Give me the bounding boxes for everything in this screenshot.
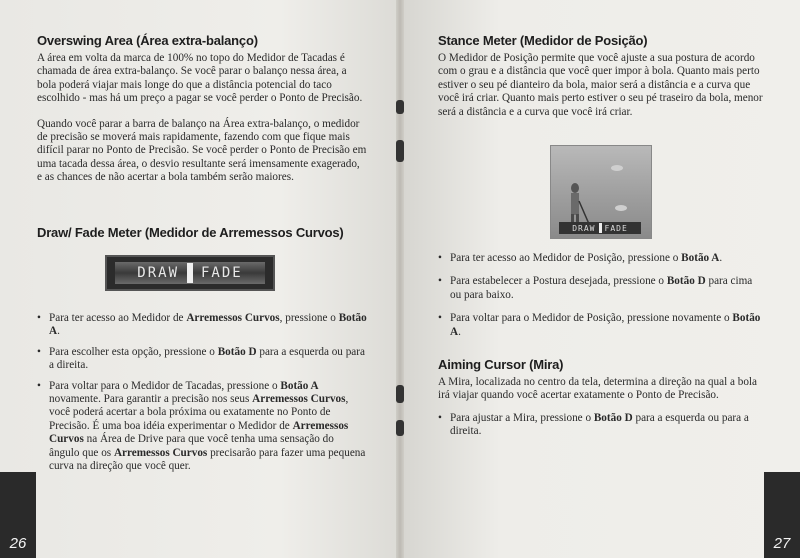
draw-fade-meter-image — [105, 255, 275, 291]
list-item: • Para ajustar a Mira, pressione o Botão D para a esquerda ou para a direita. — [438, 411, 749, 438]
bullet-icon: • — [438, 275, 442, 288]
draw-fade-bullets — [37, 312, 367, 480]
bullet-icon: • — [37, 312, 41, 324]
meter-divider — [187, 263, 193, 283]
binding-mark — [396, 420, 404, 436]
meter-fade-label: FADE — [201, 265, 243, 281]
binding-mark — [396, 100, 404, 114]
stance-heading: Stance Meter (Medidor de Posição) — [438, 33, 648, 48]
stance-paragraph: O Medidor de Posição permite que você ajuste a sua postura de acordo com o grau e a distância que você quer impor à bola. Quanto mais perto estiver o seu pé dianteiro da bola, maior será a distância e a curva que você irá criar. Quanto mais perto estiver o seu pé traseiro da bola, menor será a distância e a curva que você irá criar. — [438, 52, 763, 118]
list-item: • Para estabelecer a Postura desejada, pressione o Botão D para cima ou para baixo. — [438, 275, 753, 301]
stance-section — [438, 33, 763, 128]
right-page — [400, 0, 800, 558]
list-item: • Para ter acesso ao Medidor de Arremessos Curvos, pressione o Botão A. — [37, 312, 367, 338]
bullet-icon: • — [438, 312, 442, 325]
game-screenshot — [550, 145, 652, 239]
aiming-section — [438, 357, 763, 446]
page-number-right: 27 — [764, 472, 800, 558]
aiming-paragraph: A Mira, localizada no centro da tela, determina a direção na qual a bola irá viajar quando você acertar exatamente o Ponto de Precisão. — [438, 376, 758, 402]
list-item: • Para voltar para o Medidor de Tacadas, pressione o Botão A novamente. Para garantir a precisão nos seus Arremessos Curvos, você poderá acertar a bola próxima ou exatamente no Ponto de Precisão. É uma boa idéia experimentar o Medidor de Arremessos Curvos na Área de Drive para que você tenha uma sensação do ângulo que os Arremessos Curvos precisarão para fazer uma pequena curva na direção que você quer. — [37, 379, 366, 473]
bullet-icon: • — [438, 411, 442, 424]
overswing-paragraph-1: A área em volta da marca de 100% no topo do Medidor de Tacadas é chamada de área extra-balanço. Se você parar o balanço nessa área, a bola poderá viajar mais longe do que a distância potencial do taco escolhido - mas há um preço a pagar se você perder o Ponto de Precisão. — [37, 52, 363, 105]
overswing-heading: Overswing Area (Área extra-balanço) — [37, 33, 258, 48]
bullet-icon: • — [438, 252, 442, 264]
bullet-icon: • — [37, 379, 41, 392]
page-number-left: 26 — [0, 472, 36, 558]
binding-mark — [396, 385, 404, 403]
ss-fade-label: FADE — [604, 223, 628, 233]
overswing-paragraph-2: Quando você parar a barra de balanço na Área extra-balanço, o medidor de precisão se moverá mais rapidamente, fazendo com que fique mais difícil parar no Ponto de Precisão. Se você perder o Ponto de Precisão em uma tacada dessa área, o desvio resultante será imensamente exagerado, e as chances de não acertar a bola também serão maiores. — [37, 117, 367, 184]
draw-fade-heading: Draw/ Fade Meter (Medidor de Arremessos Curvos) — [37, 225, 344, 240]
book-gutter — [396, 0, 404, 558]
meter-draw-label: DRAW — [137, 265, 179, 281]
aiming-heading: Aiming Cursor (Mira) — [438, 357, 564, 372]
list-item: • Para escolher esta opção, pressione o Botão D para a esquerda ou para a direita. — [37, 345, 365, 372]
ss-draw-label: DRAW — [572, 223, 596, 233]
overswing-section — [37, 33, 367, 194]
screenshot-meter — [559, 222, 641, 234]
list-item: • Para voltar para o Medidor de Posição, pressione novamente o Botão A. — [438, 312, 761, 338]
stance-bullets — [438, 252, 763, 346]
draw-fade-section — [37, 225, 367, 244]
bullet-icon: • — [37, 345, 41, 358]
binding-mark — [396, 140, 404, 162]
ss-meter-divider — [599, 223, 602, 233]
list-item: • Para ter acesso ao Medidor de Posição, pressione o Botão A. — [438, 252, 723, 264]
